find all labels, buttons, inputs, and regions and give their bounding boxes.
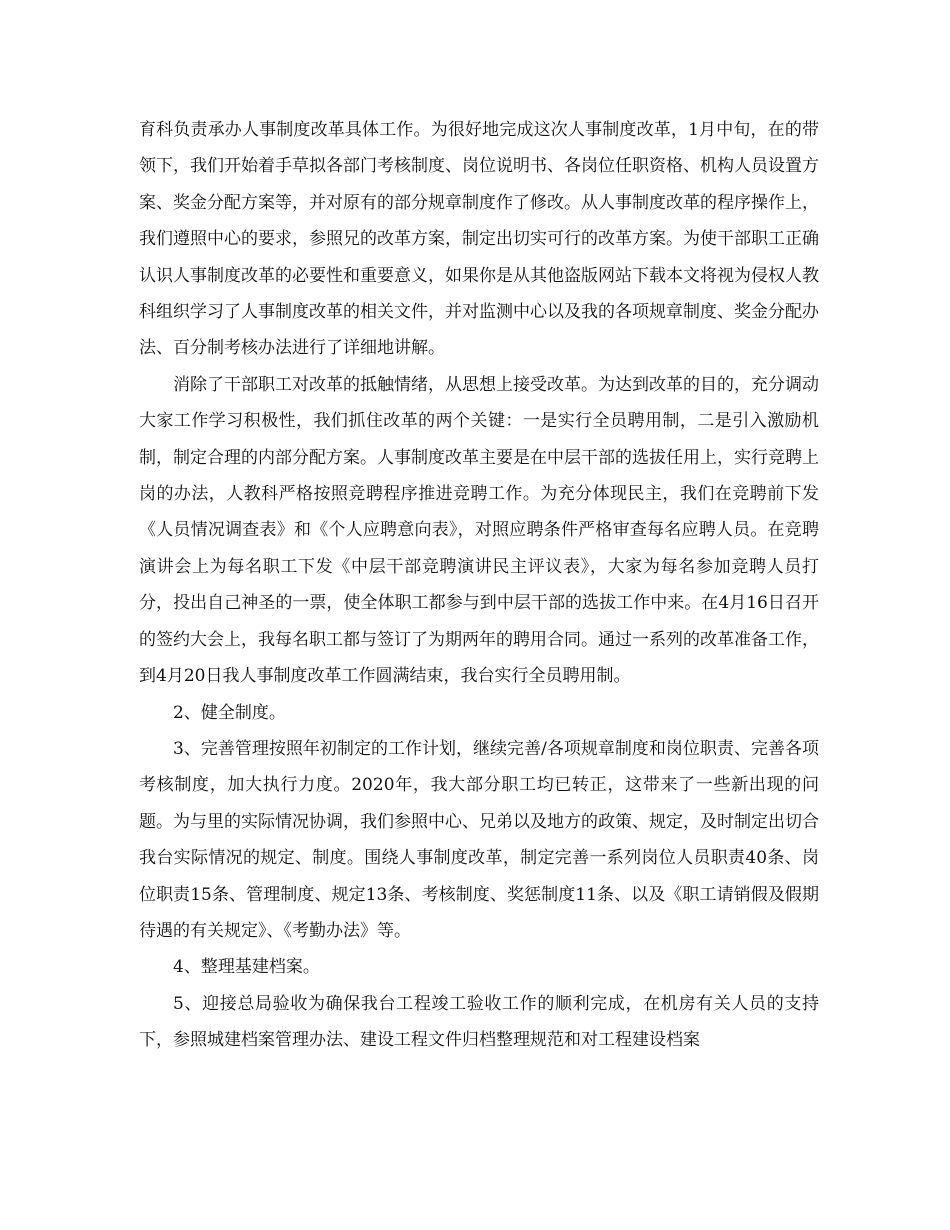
- document-body: [139, 112, 819, 1059]
- paragraph-3: 2、健全制度。: [173, 702, 286, 723]
- paragraph-2: 消除了干部职工对改革的抵触情绪，从思想上接受改革。为达到改革的目的，充分调动大家工作学习积极性，我们抓住改革的两个关键：一是实行全员聘用制，二是引入激励机制，制定合理的内部分配方案。人事制度改革主要是在中层干部的选拔任用上，实行竞聘上岗的办法，人教科严格按照竞聘程序推进竞聘工作。为充分体现民主，我们在竞聘前下发《人员情况调查表》和《个人应聘意向表》，对照应聘条件严格审查每名应聘人员。在竞聘演讲会上为每名职工下发《中层干部竞聘演讲民主评议表》，大家为每名参加竞聘人员打分，投出自己神圣的一票，使全体职工都参与到中层干部的选拔工作中来。在4月16日召开的签约大会上，我每名职工都与签订了为期两年的聘用合同。通过一系列的改革准备工作，到4月20日我人事制度改革工作圆满结束，我台实行全员聘用制。: [139, 374, 819, 687]
- paragraph-5: 4、整理基建档案。: [173, 957, 320, 978]
- paragraph-6: 5、迎接总局验收为确保我台工程竣工验收工作的顺利完成，在机房有关人员的支持下，参照城建档案管理办法、建设工程文件归档整理规范和对工程建设档案: [139, 993, 819, 1051]
- paragraph-1: 育科负责承办人事制度改革具体工作。为很好地完成这次人事制度改革，1月中旬，在的带领下，我们开始着手草拟各部门考核制度、岗位说明书、各岗位任职资格、机构人员设置方案、奖金分配方案等，并对原有的部分规章制度作了修改。从人事制度改革的程序操作上，我们遵照中心的要求，参照兄的改革方案，制定出切实可行的改革方案。为使干部职工正确认识人事制度改革的必要性和重要意义，如果你是从其他盗版网站下载本文将视为侵权人教科组织学习了人事制度改革的相关文件，并对监测中心以及我的各项规章制度、奖金分配办法、百分制考核办法进行了详细地讲解。: [139, 120, 819, 359]
- paragraph-4: 3、完善管理按照年初制定的工作计划，继续完善/各项规章制度和岗位职责、完善各项考核制度，加大执行力度。2020年，我大部分职工均已转正，这带来了一些新出现的问题。为与里的实际情况协调，我们参照中心、兄弟以及地方的政策、规定，及时制定出切合我台实际情况的规定、制度。围绕人事制度改革，制定完善一系列岗位人员职责40条、岗位职责15条、管理制度、规定13条、考核制度、奖惩制度11条、以及《职工请销假及假期待遇的有关规定》、《考勤办法》等。: [139, 738, 819, 941]
